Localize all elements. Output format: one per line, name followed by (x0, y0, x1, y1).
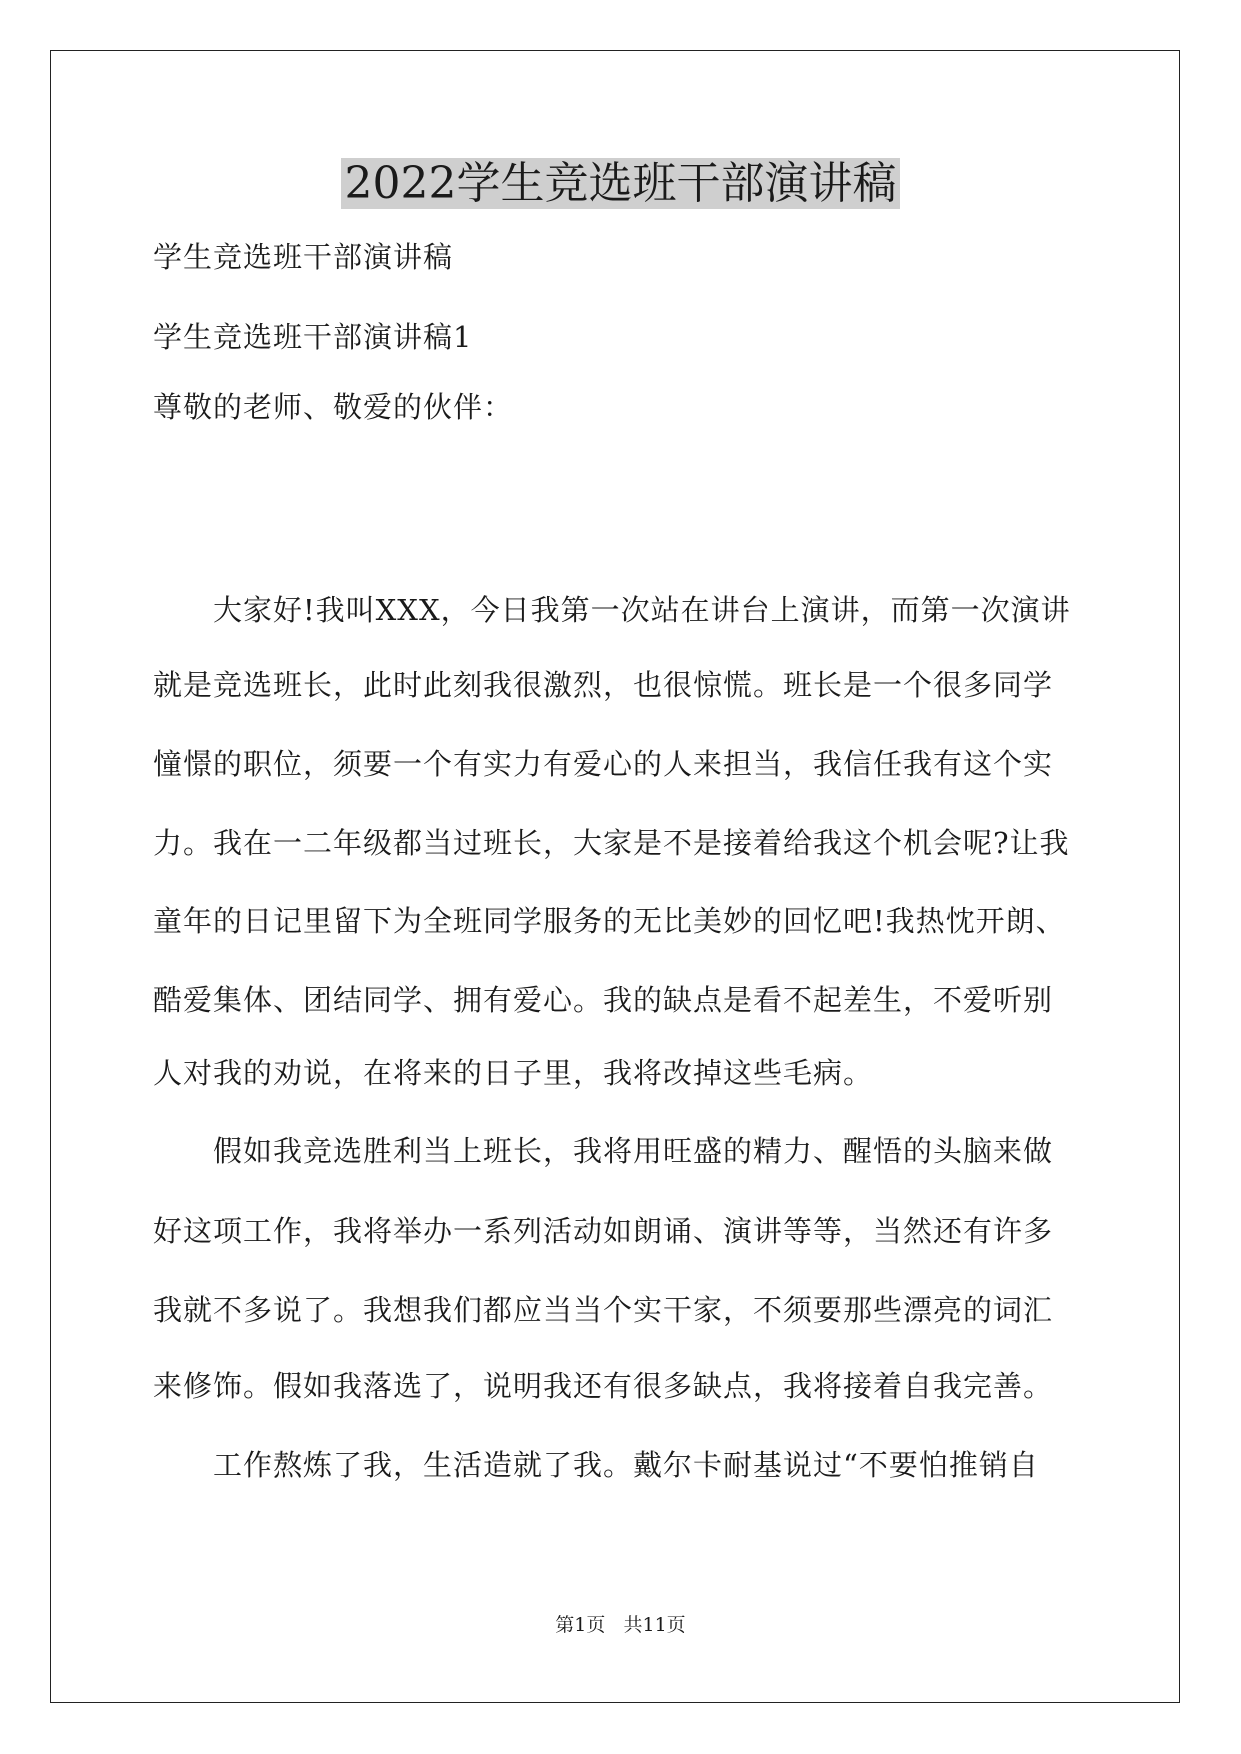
body-line: 人对我的劝说，在将来的日子里，我将改掉这些毛病。 (153, 1056, 874, 1090)
salutation-line: 尊敬的老师、敬爱的伙伴： (153, 390, 514, 424)
body-line: 好这项工作，我将举办一系列活动如朗诵、演讲等等，当然还有许多 (153, 1214, 1054, 1248)
body-line: 憧憬的职位，须要一个有实力有爱心的人来担当，我信任我有这个实 (153, 747, 1054, 781)
body-line: 童年的日记里留下为全班同学服务的无比美妙的回忆吧!我热忱开朗、 (153, 904, 1066, 938)
body-line: 假如我竞选胜利当上班长，我将用旺盛的精力、醒悟的头脑来做 (213, 1134, 1054, 1168)
document-title-text: 2022学生竞选班干部演讲稿 (341, 158, 901, 209)
body-line: 工作熬炼了我，生活造就了我。戴尔卡耐基说过“不要怕推销自 (213, 1448, 1039, 1482)
body-line: 力。我在一二年级都当过班长，大家是不是接着给我这个机会呢?让我 (153, 826, 1070, 860)
body-line: 就是竞选班长，此时此刻我很激烈，也很惊慌。班长是一个很多同学 (153, 668, 1054, 702)
body-line: 我就不多说了。我想我们都应当当个实干家，不须要那些漂亮的词汇 (153, 1293, 1054, 1327)
body-line: 来修饰。假如我落选了，说明我还有很多缺点，我将接着自我完善。 (153, 1369, 1054, 1403)
page-number-footer: 第1页 共11页 (555, 1614, 686, 1636)
body-line: 酷爱集体、团结同学、拥有爱心。我的缺点是看不起差生，不爱听别 (153, 983, 1054, 1017)
subheading-line: 学生竞选班干部演讲稿1 (153, 320, 473, 354)
body-line: 大家好!我叫XXX，今日我第一次站在讲台上演讲，而第一次演讲 (213, 593, 1071, 627)
heading-line: 学生竞选班干部演讲稿 (153, 240, 454, 274)
document-title (0, 155, 1241, 213)
